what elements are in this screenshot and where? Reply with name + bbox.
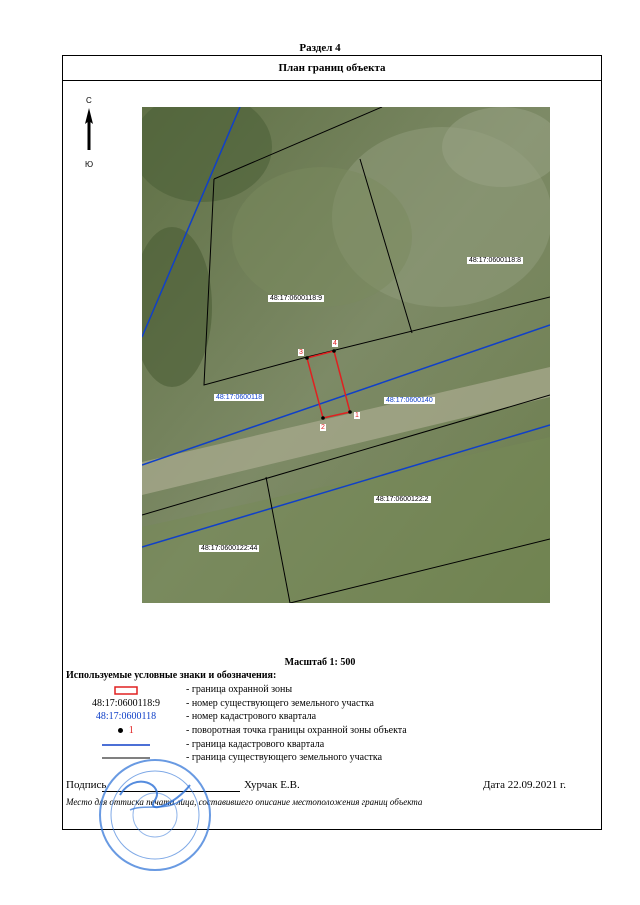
aerial-map-image bbox=[142, 107, 550, 603]
section-title: Раздел 4 bbox=[299, 42, 341, 54]
turning-point-symbol bbox=[70, 725, 182, 738]
legend-description: - поворотная точка границы охранной зоны объекта bbox=[186, 725, 407, 736]
legend-item bbox=[70, 698, 590, 711]
signature-label: Подпись bbox=[66, 779, 107, 791]
stamp-place-note: Место для оттиска печати лица, составившего описание местоположения границ объекта bbox=[66, 797, 423, 807]
seal-stamp bbox=[95, 755, 215, 875]
plan-title: План границ объекта bbox=[63, 56, 601, 81]
quarter-label: 48:17:0600140 bbox=[386, 397, 433, 404]
turning-point-number: 1 bbox=[128, 725, 134, 736]
parcel-label: 48:17:0600118:8 bbox=[469, 257, 522, 264]
point-label: 1 bbox=[355, 412, 359, 419]
legend-title: Используемые условные знаки и обозначения: bbox=[66, 670, 277, 681]
north-arrow-icon bbox=[80, 106, 100, 166]
legend-description: - граница кадастрового квартала bbox=[186, 739, 325, 750]
parcel-label: 48:17:0600122:2 bbox=[376, 496, 429, 503]
aerial-map bbox=[142, 107, 550, 603]
north-arrow bbox=[80, 96, 100, 176]
map-scale: Масштаб 1: 500 bbox=[284, 657, 356, 668]
signer-name: Хурчак Е.В. bbox=[244, 779, 300, 791]
point-label: 3 bbox=[299, 349, 303, 356]
turning-point bbox=[348, 410, 352, 414]
legend-item bbox=[70, 711, 590, 724]
turning-point bbox=[332, 349, 336, 353]
point-label: 2 bbox=[321, 424, 325, 431]
legend-item bbox=[70, 725, 590, 738]
south-label: Ю bbox=[85, 160, 94, 169]
quarter-number-symbol: 48:17:0600118 bbox=[95, 711, 157, 722]
legend-description: - граница охранной зоны bbox=[186, 684, 293, 695]
handwritten-signature bbox=[120, 782, 190, 808]
legend-description: - номер существующего земельного участка bbox=[186, 698, 374, 709]
parcel-label: 48:17:0600122:44 bbox=[201, 545, 258, 552]
quarter-label: 48:17:0600118 bbox=[216, 394, 263, 401]
north-label: С bbox=[86, 96, 92, 105]
quarter-boundary-symbol bbox=[70, 739, 182, 752]
point-label: 4 bbox=[333, 340, 337, 347]
parcel-label: 48:17:0600118:9 bbox=[270, 295, 323, 302]
legend-description: - граница существующего земельного участка bbox=[186, 752, 383, 763]
legend-item bbox=[70, 739, 590, 752]
turning-point bbox=[305, 356, 309, 360]
parcel-number-symbol: 48:17:0600118:9 bbox=[92, 698, 160, 709]
zone-boundary-symbol bbox=[70, 684, 182, 697]
legend-description: - номер кадастрового квартала bbox=[186, 711, 317, 722]
point-dot-icon bbox=[118, 728, 123, 733]
turning-point bbox=[321, 416, 325, 420]
document-date: Дата 22.09.2021 г. bbox=[483, 779, 566, 791]
legend-item bbox=[70, 684, 590, 697]
